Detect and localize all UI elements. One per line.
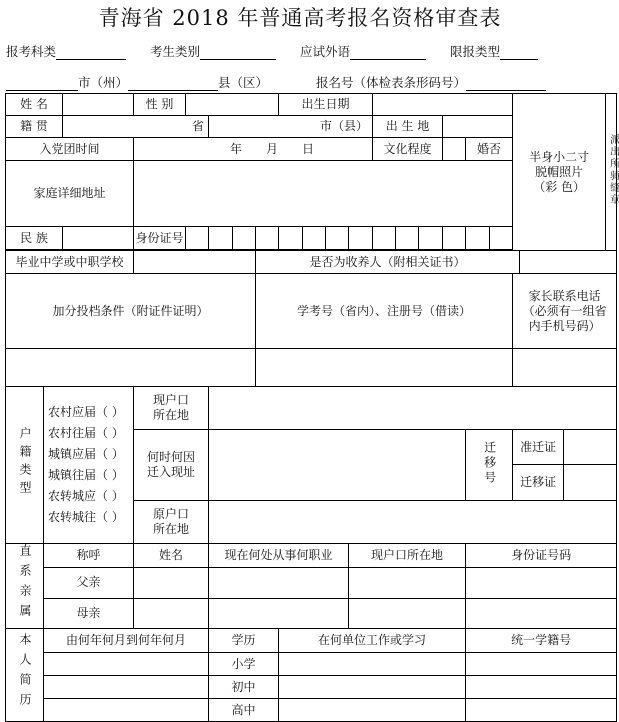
id-digit[interactable] — [326, 227, 349, 250]
education-field[interactable] — [443, 138, 466, 161]
primary-label: 小学 — [209, 653, 279, 676]
migrate-out-field[interactable] — [563, 465, 616, 500]
current-hukou-line-1: 现户口 — [153, 393, 190, 407]
header-row-1 — [6, 42, 538, 60]
bonus-label: 加分投档条件（附证件证明） — [6, 274, 256, 349]
county-field[interactable] — [128, 77, 218, 91]
id-digit[interactable] — [349, 227, 373, 250]
junior-workplace[interactable] — [279, 676, 466, 699]
birthdate-label: 出生日期 — [279, 94, 373, 116]
original-hukou-field[interactable] — [209, 501, 617, 544]
id-digit[interactable] — [490, 227, 513, 250]
student-no-label: 学考号（省内）、注册号（借读） — [256, 274, 513, 349]
household-type-option[interactable]: 农转城应（ ） — [48, 489, 124, 503]
regno-label: 报名号（体检表条形码号） — [316, 75, 467, 90]
rel-name-header: 姓名 — [134, 544, 209, 568]
rel-job-header: 现在何处从事何职业 — [209, 544, 349, 568]
id-digit[interactable] — [303, 227, 326, 250]
mother-hukou[interactable] — [349, 598, 466, 628]
relatives-label-cell — [6, 544, 44, 629]
birthplace-label: 出 生 地 — [373, 116, 443, 138]
primary-period[interactable] — [44, 653, 209, 676]
junior-label: 初中 — [209, 676, 279, 699]
id-digit[interactable] — [209, 227, 233, 250]
id-digit[interactable] — [279, 227, 303, 250]
current-hukou-label — [134, 387, 209, 430]
senior-unified-no[interactable] — [466, 699, 617, 722]
original-hukou-label — [134, 501, 209, 544]
gender-field[interactable] — [186, 94, 279, 116]
category-label: 考生类别 — [149, 44, 200, 59]
month-label: 月 — [266, 141, 279, 156]
original-hukou-line-2: 所在地 — [153, 522, 190, 536]
migrate-in-field[interactable] — [563, 430, 616, 464]
graduate-school-label: 毕业中学或中职学校 — [6, 251, 134, 274]
name-label: 姓 名 — [6, 94, 63, 116]
language-label: 应试外语 — [299, 44, 350, 59]
id-digit[interactable] — [419, 227, 443, 250]
id-digit[interactable] — [466, 227, 490, 250]
migration-label: 迁移号 — [482, 440, 497, 486]
education-label: 文化程度 — [373, 138, 443, 161]
resume-label-cell — [6, 629, 44, 722]
limit-field[interactable] — [500, 46, 538, 60]
junior-period[interactable] — [44, 676, 209, 699]
senior-workplace[interactable] — [279, 699, 466, 722]
parent-phone-line-3: 内手机号码） — [528, 318, 601, 333]
league-date-label: 入党团时间 — [6, 138, 134, 161]
province-label: 省 — [192, 119, 205, 133]
id-number-label: 身份证号 — [134, 227, 186, 250]
year-label: 年 — [230, 141, 243, 156]
migrate-out-label: 迁移证 — [520, 475, 557, 489]
id-digit[interactable] — [443, 227, 466, 250]
bonus-field[interactable] — [6, 349, 256, 387]
resume-label: 本人简历 — [18, 633, 32, 713]
city-field[interactable] — [6, 77, 78, 91]
household-type-option[interactable]: 城镇往届（ ） — [48, 468, 124, 482]
id-digit[interactable] — [373, 227, 396, 250]
id-digit[interactable] — [396, 227, 419, 250]
adopted-label: 是否为收养人（附相关证书） — [256, 251, 520, 274]
migrate-out-row — [513, 465, 616, 500]
id-digit[interactable] — [256, 227, 279, 250]
league-date-field[interactable] — [134, 138, 373, 161]
marriage-label: 婚否 — [466, 138, 513, 161]
native-label: 籍 贯 — [6, 116, 63, 138]
father-job[interactable] — [209, 568, 349, 598]
birthdate-field[interactable] — [373, 94, 513, 116]
address-field[interactable] — [134, 161, 513, 227]
city-county-field[interactable] — [209, 116, 373, 138]
migrate-in-row — [513, 430, 616, 465]
subject-label: 报考科类 — [6, 44, 57, 59]
student-no-field[interactable] — [256, 349, 513, 387]
household-type-option[interactable]: 农村往届（ ） — [48, 426, 124, 440]
photo-line-1: 半身小二寸 — [529, 149, 590, 164]
stamp-label: 派出所骑缝章 — [607, 134, 619, 206]
relatives-label: 直系亲属 — [18, 544, 32, 624]
primary-unified-no[interactable] — [466, 653, 617, 676]
county-label: 县（区） — [218, 75, 269, 90]
senior-label: 高中 — [209, 699, 279, 722]
migrate-time-line-2: 迁入现址 — [147, 465, 196, 479]
household-label-cell — [6, 387, 44, 544]
migrate-time-line-1: 何时何因 — [147, 450, 196, 464]
primary-workplace[interactable] — [279, 653, 466, 676]
mother-label: 母亲 — [44, 598, 134, 628]
degree-header: 学历 — [209, 629, 279, 653]
mother-name[interactable] — [134, 598, 209, 628]
unified-no-header: 统一学籍号 — [466, 629, 617, 653]
stamp-column — [606, 94, 617, 251]
father-label: 父亲 — [44, 568, 134, 598]
rel-hukou-header: 现户口所在地 — [349, 544, 466, 568]
father-name[interactable] — [134, 568, 209, 598]
original-hukou-line-1: 原户口 — [153, 507, 190, 521]
rel-id-header: 身份证号码 — [466, 544, 617, 568]
migrate-time-field[interactable] — [209, 430, 466, 501]
parent-phone-line-1: 家长联系电话 — [528, 288, 601, 303]
migrate-time-label — [134, 430, 209, 501]
id-digit[interactable] — [186, 227, 209, 250]
province-field[interactable] — [63, 116, 209, 138]
rel-title-header: 称呼 — [44, 544, 134, 568]
category-field[interactable] — [200, 46, 276, 60]
period-header: 由何年何月到何年何月 — [44, 629, 209, 653]
header-row-2 — [6, 73, 546, 91]
parent-phone-field[interactable] — [513, 349, 617, 387]
ethnic-field[interactable] — [63, 227, 134, 250]
current-hukou-field[interactable] — [209, 387, 617, 430]
regno-field[interactable] — [466, 77, 546, 91]
household-types — [44, 387, 134, 544]
review-form-table — [5, 93, 617, 722]
household-type-option[interactable]: 城镇应届（ ） — [48, 447, 124, 461]
mother-id[interactable] — [466, 598, 617, 628]
id-digit[interactable] — [233, 227, 256, 250]
language-field[interactable] — [350, 46, 426, 60]
city-label: 市（州） — [78, 75, 129, 90]
subject-field[interactable] — [56, 46, 126, 60]
graduate-school-field[interactable] — [134, 251, 256, 274]
city-county-label: 市（县） — [320, 119, 369, 133]
migrate-in-label: 准迁证 — [520, 440, 557, 454]
junior-unified-no[interactable] — [466, 676, 617, 699]
photo-line-3: （彩 色） — [533, 179, 586, 194]
current-hukou-line-2: 所在地 — [153, 408, 190, 422]
household-type-option[interactable]: 农村应届（ ） — [48, 405, 124, 419]
father-id[interactable] — [466, 568, 617, 598]
ethnic-label: 民 族 — [6, 227, 63, 250]
birthplace-field[interactable] — [443, 116, 513, 138]
household-type-option[interactable]: 农转城往（ ） — [48, 510, 124, 524]
name-field[interactable] — [63, 94, 134, 116]
adopted-field[interactable] — [520, 251, 617, 274]
address-label: 家庭详细地址 — [6, 161, 134, 227]
senior-period[interactable] — [44, 699, 209, 722]
workplace-header: 在何单位工作或学习 — [279, 629, 466, 653]
photo-box — [513, 94, 606, 251]
father-hukou[interactable] — [349, 568, 466, 598]
migration-certs — [513, 430, 617, 501]
household-label: 户籍类型 — [18, 427, 32, 499]
photo-line-2: 脱帽照片 — [535, 164, 584, 179]
limit-label: 限报类型 — [449, 44, 500, 59]
parent-phone-label — [513, 274, 617, 349]
mother-job[interactable] — [209, 598, 349, 628]
form-title: 青海省 2018 年普通高考报名资格审查表 — [98, 6, 502, 30]
day-label: 日 — [302, 141, 315, 156]
gender-label: 性 别 — [134, 94, 186, 116]
migration-label-cell — [466, 430, 513, 501]
parent-phone-line-2: （必须有一组省 — [522, 303, 607, 318]
